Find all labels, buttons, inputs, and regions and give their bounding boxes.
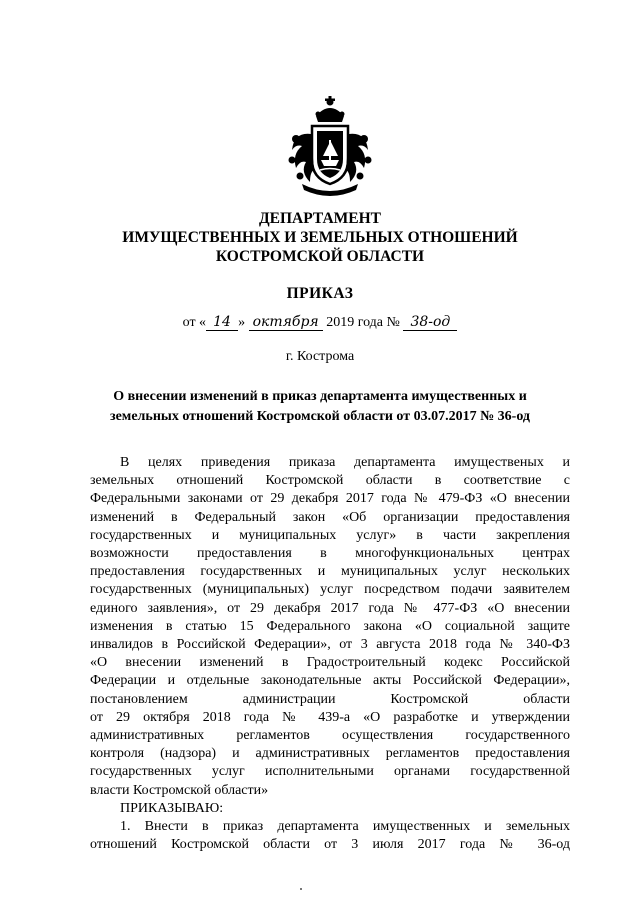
body-line: власти Костромской области» [90,782,269,798]
body-line: отношений Костромской области от 3 июля 2017 года № 36-од [90,837,570,853]
order-month: октября [249,314,323,331]
body-line: единого заявления», от 29 декабря 2017 года № 477-ФЗ «О внесении [90,600,570,616]
date-prefix: от « [182,315,207,330]
body-line: предоставления государственных и муниципальных услуг нескольких [90,564,570,580]
body-line: государственных (муниципальных) услуг посредством подачи заявителем [90,582,570,598]
order-body [90,454,570,854]
body-line: государственных услуг исполнительными органами государственной [90,764,570,780]
body-line: изменений в Федеральный закон «Об организации предоставления [90,509,570,525]
body-line: от 29 октября 2018 года № 439-а «О разработке и утверждении [90,709,570,725]
body-line: административных регламентов осуществления государственного [90,728,570,744]
body-line: контроля (надзора) и административных регламентов предоставления [90,746,570,762]
body-line: изменения в статью 15 Федерального закона «О социальной защите [90,618,570,634]
coat-of-arms-icon [284,94,376,196]
body-line: 1. Внести в приказ департамента имущественных и земельных [120,819,570,835]
body-line: постановлением администрации Костромской области [90,691,570,707]
body-line: Федеральными законами от 29 декабря 2017 года № 479-ФЗ «О внесении [90,491,570,507]
body-line: земельных отношений Костромской области в соответствие с [90,473,570,489]
header-department: ДЕПАРТАМЕНТ [258,210,382,227]
body-line: инвалидов в Российской Федерации», от 3 августа 2018 года № 340-ФЗ [90,637,570,653]
body-line: «О внесении изменений в Градостроительный кодекс Российской [90,655,570,671]
header-region: КОСТРОМСКОЙ ОБЛАСТИ [215,248,425,265]
body-line: Федерации и отдельные законодательные акты Российской Федерации», [90,673,570,689]
header-department-name: ИМУЩЕСТВЕННЫХ И ЗЕМЕЛЬНЫХ ОТНОШЕНИЙ [122,229,518,246]
order-day: 14 [206,314,238,331]
date-quote: » [238,315,246,330]
scan-dot [300,888,302,890]
subject-line-1: О внесении изменений в приказ департамента имущественных и [113,389,527,404]
order-number: 38-од [403,314,457,331]
body-line: государственных и муниципальных услуг» в части закрепления [90,527,570,543]
order-title: ПРИКАЗ [286,285,354,302]
body-line: возможности предоставления в многофункциональных центрах [90,546,570,562]
body-line: В целях приведения приказа департамента имущественых и [120,455,570,470]
subject-line-2: земельных отношений Костромской области от 03.07.2017 № 36-од [109,409,531,424]
order-city: г. Кострома [285,349,355,364]
order-year: 2019 года № [326,315,400,330]
order-command: ПРИКАЗЫВАЮ: [120,800,224,816]
order-date-line [0,314,640,331]
